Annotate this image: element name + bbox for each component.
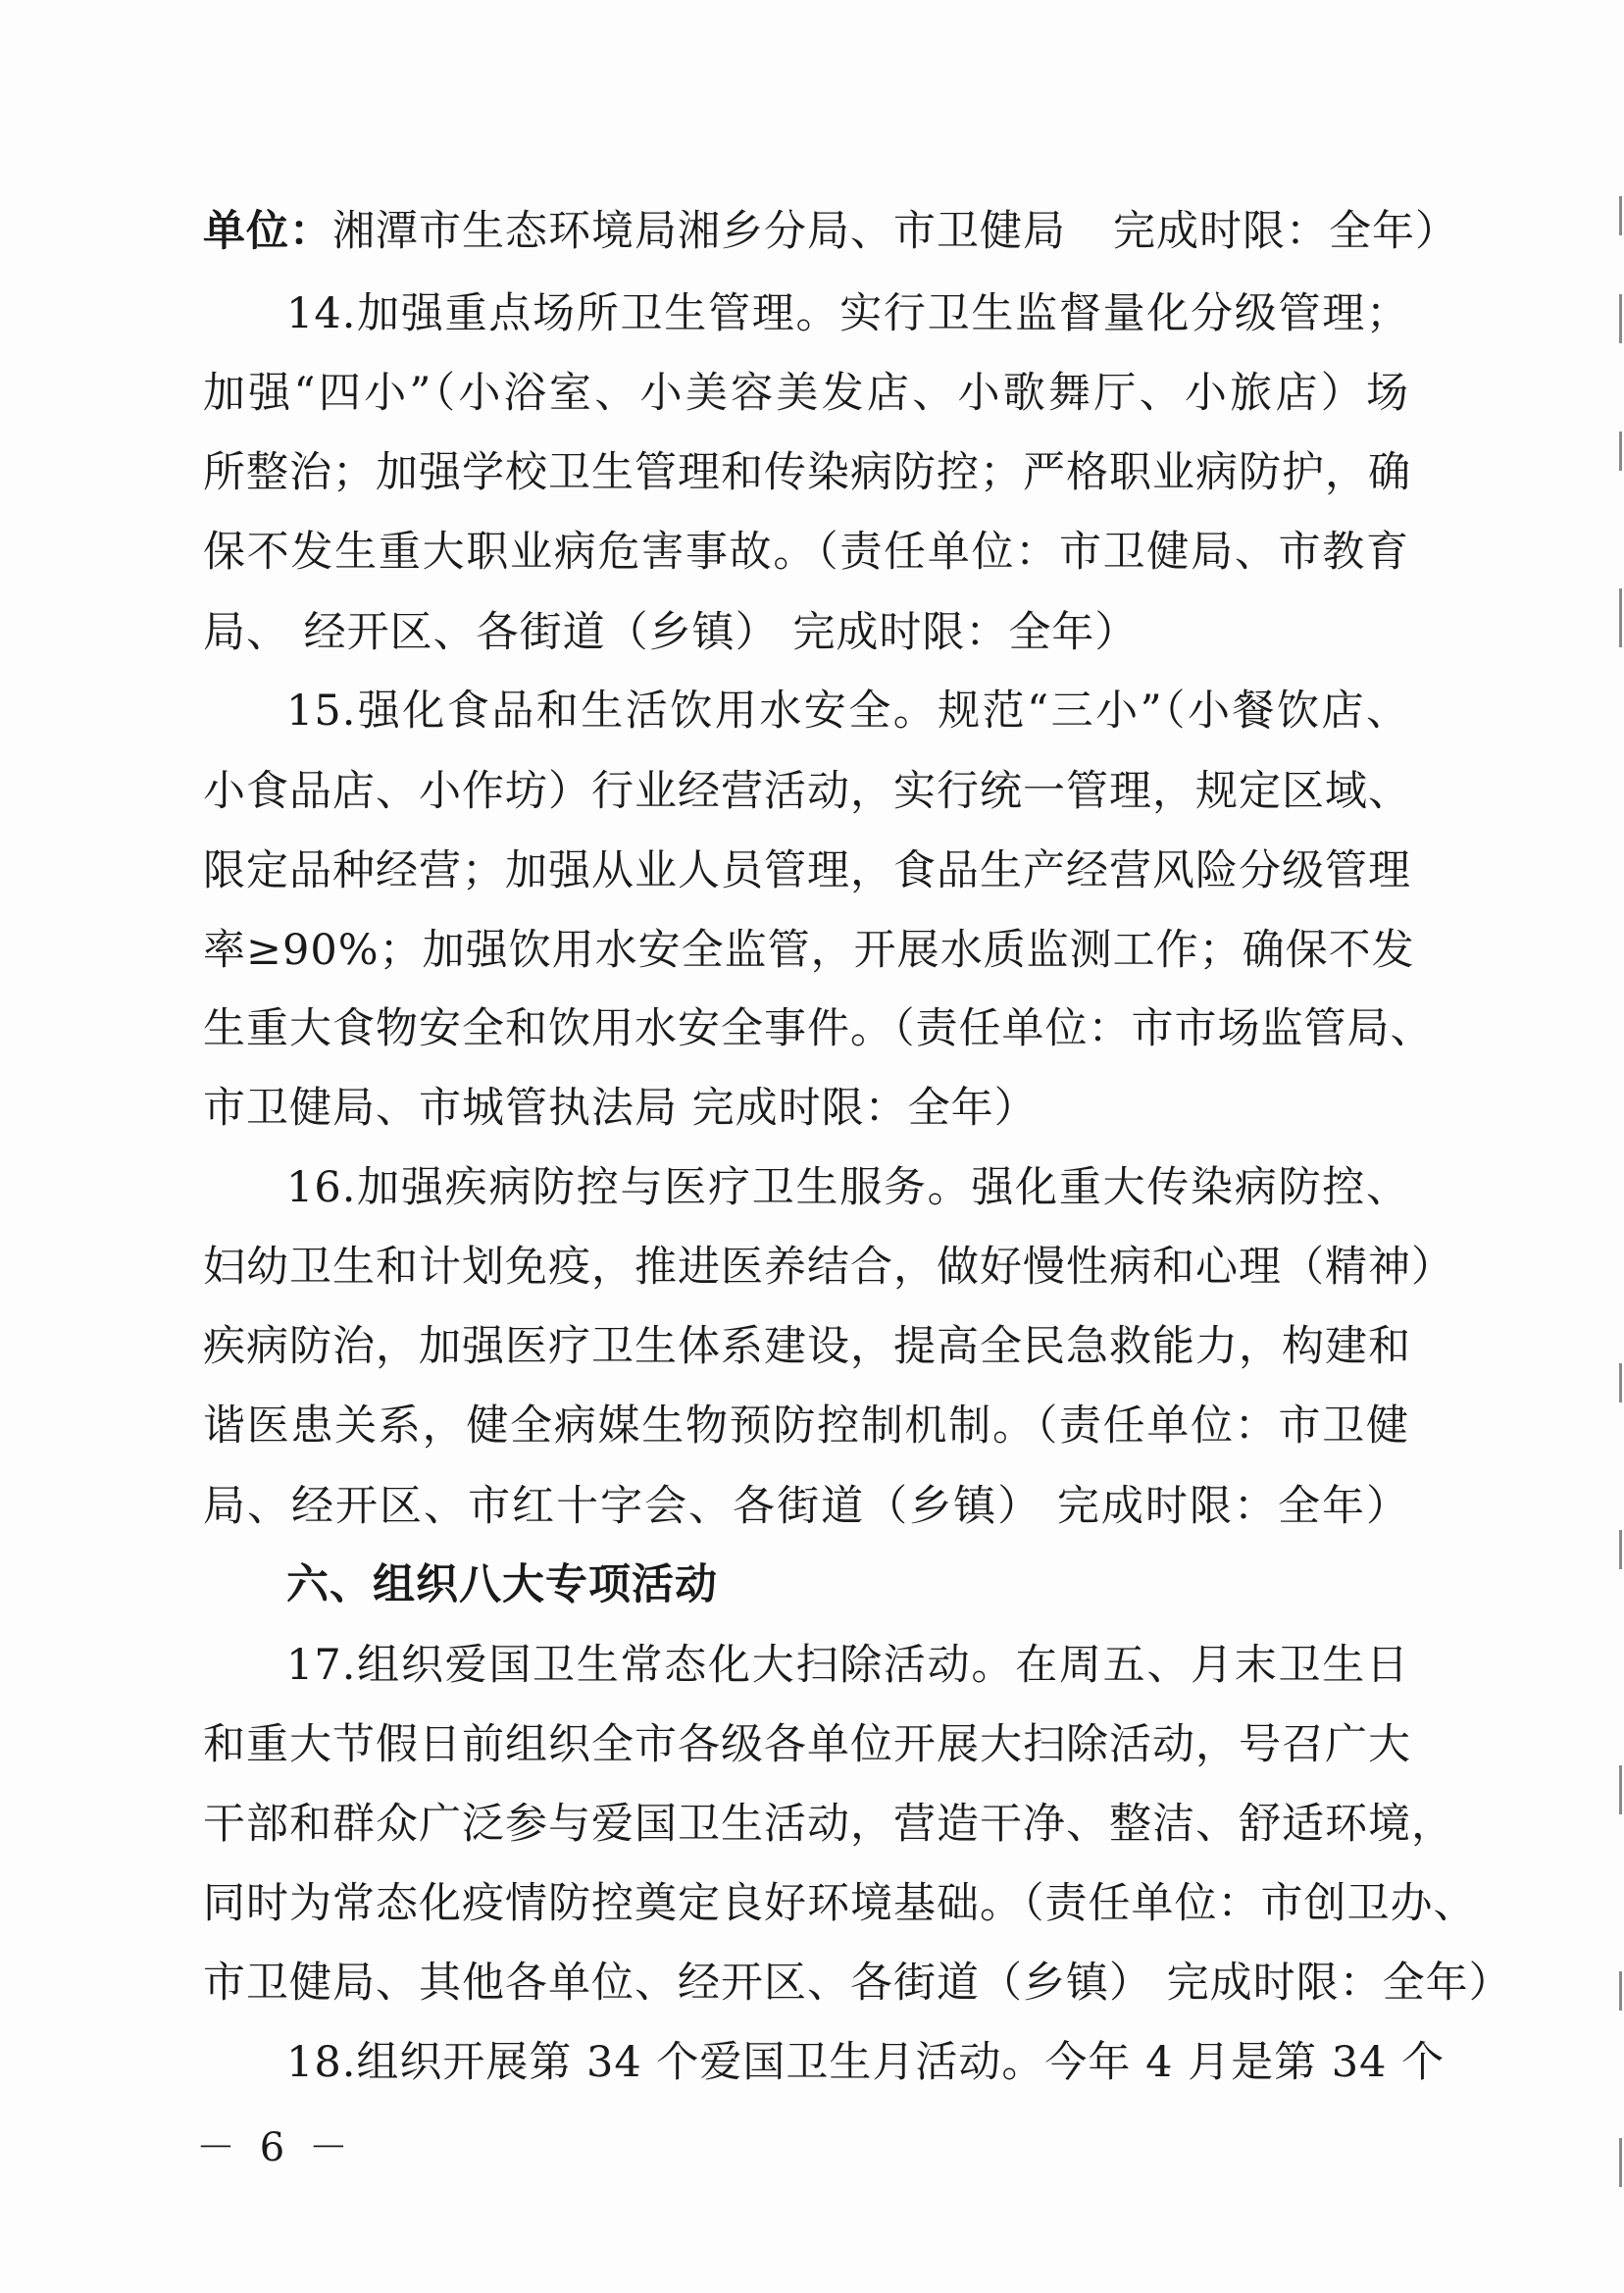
p14-line-1: 14.加强重点场所卫生管理。实行卫生监督量化分级管理； <box>286 289 1409 338</box>
p14-line-3: 所整治；加强学校卫生管理和传染病防控；严格职业病防护，确 <box>203 448 1411 497</box>
p13-deadline: 完成时限：全年） <box>1113 207 1458 256</box>
p15-line-5: 生重大食物安全和饮用水安全事件。（责任单位：市市场监管局、 <box>203 1004 1434 1053</box>
binding-mark <box>1619 432 1622 471</box>
p16-line-2: 妇幼卫生和计划免疫，推进医养结合，做好慢性病和心理（精神） <box>203 1243 1454 1292</box>
p15-line-6: 市卫健局、市城管执法局 完成时限：全年） <box>203 1084 1038 1133</box>
p16-line-3: 疾病防治，加强医疗卫生体系建设，提高全民急救能力，构建和 <box>203 1322 1411 1371</box>
p15-line-3: 限定品种经营；加强从业人员管理，食品生产经营风险分级管理 <box>203 846 1411 895</box>
p15-line-1: 15.强化食品和生活饮用水安全。规范“三小”（小餐饮店、 <box>286 687 1409 736</box>
p14-line-4: 保不发生重大职业病危害事故。（责任单位：市卫健局、市教育 <box>203 528 1409 577</box>
p17-line-3: 干部和群众广泛参与爱国卫生活动，营造干净、整洁、舒适环境， <box>203 1800 1454 1849</box>
binding-mark <box>1619 1971 1622 2011</box>
p13-line-1 <box>203 204 1458 259</box>
p14-line-5: 局、 经开区、各街道（乡镇） 完成时限：全年） <box>203 608 1139 657</box>
binding-mark <box>1619 2138 1622 2187</box>
p13-responsible-prefix: 单位： <box>203 207 332 256</box>
p15-line-4: 率≥90%；加强饮用水安全监管，开展水质监测工作；确保不发 <box>203 926 1415 975</box>
binding-mark <box>1619 196 1622 235</box>
page-number: － 6 － <box>196 2125 354 2170</box>
p14-line-2: 加强“四小”（小浴室、小美容美发店、小歌舞厅、小旅店）场 <box>203 369 1409 418</box>
p16-line-4: 谐医患关系，健全病媒生物预防控制机制。（责任单位：市卫健 <box>203 1401 1409 1451</box>
p18-line-1: 18.组织开展第 34 个爱国卫生月活动。今年 4 月是第 34 个 <box>286 2038 1446 2087</box>
p16-line-1: 16.加强疾病防控与医疗卫生服务。强化重大传染病防控、 <box>286 1163 1409 1212</box>
p17-line-5: 市卫健局、其他各单位、经开区、各街道（乡镇） 完成时限：全年） <box>203 1959 1512 2008</box>
p16-line-5: 局、经开区、市红十字会、各街道（乡镇） 完成时限：全年） <box>203 1482 1409 1531</box>
p17-line-1: 17.组织爱国卫生常态化大扫除活动。在周五、月末卫生日 <box>286 1641 1409 1690</box>
p13-responsible-units: 湘潭市生态环境局湘乡分局、市卫健局 <box>332 207 1066 256</box>
p17-line-4: 同时为常态化疫情防控奠定良好环境基础。（责任单位：市创卫办、 <box>203 1879 1477 1928</box>
p15-line-2: 小食品店、小作坊）行业经营活动，实行统一管理，规定区域、 <box>203 767 1411 816</box>
binding-mark <box>1619 1530 1622 1569</box>
binding-mark <box>1619 1765 1622 1814</box>
section-6-heading: 六、组织八大专项活动 <box>286 1560 718 1609</box>
p17-line-2: 和重大节假日前组织全市各级各单位开展大扫除活动，号召广大 <box>203 1720 1411 1769</box>
binding-mark <box>1619 588 1622 647</box>
binding-mark <box>1619 1363 1622 1402</box>
binding-mark <box>1619 294 1622 343</box>
